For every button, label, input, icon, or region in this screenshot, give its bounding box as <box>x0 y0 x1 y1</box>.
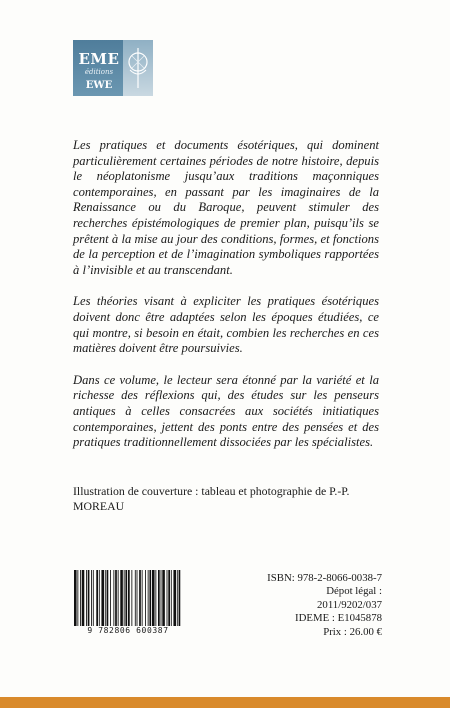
barcode-bar <box>88 570 90 626</box>
blurb-paragraph-3: Dans ce volume, le lecteur sera étonné par la variété et la richesse des réflexions qui, des études sur les penseurs antiques à celles consacrées aux sociétés initiatiques contemporaines, jettent des ponts entre des pensées et des pratiques traditionnellement dissociées par les spécialistes. <box>73 372 379 450</box>
barcode-bar <box>107 570 109 626</box>
barcode-bar <box>91 570 92 626</box>
logo-figure-icon <box>125 44 151 92</box>
barcode-bar <box>99 570 100 626</box>
barcode <box>73 570 183 626</box>
barcode-bar <box>115 570 117 626</box>
barcode-bar <box>162 570 165 626</box>
barcode-bar <box>118 570 119 626</box>
barcode-bar <box>152 570 155 626</box>
barcode-bar <box>149 570 151 626</box>
blurb-paragraph-1: Les pratiques et documents ésotériques, qui dominent particulièrement certaines périodes de notre histoire, depuis le néoplatonisme jusqu’aux traditions maçonniques contemporaines, en passant par les imaginaires de la Renaissance ou du Baroque, peuvent stimuler des recherches épistémologiques de premier plan, puisqu’ils se prêtent à la mise au jour des conditions, formes, et fonctions de la perception et de l’imagination symboliques rapportées à l’invisible et au transcendant. <box>73 138 379 277</box>
price: Prix : 26.00 € <box>323 625 382 638</box>
barcode-bar <box>77 570 78 626</box>
barcode-bar <box>128 570 130 626</box>
barcode-bar <box>74 570 77 626</box>
blurb-paragraph-2: Les théories visant à expliciter les pratiques ésotériques doivent donc être adaptées selon les époques étudiées, ce qui montre, si besoin en était, combien les recherches en ces matières doivent être poursuivies. <box>73 294 379 356</box>
logo-footer: EWE <box>85 80 113 91</box>
barcode-bar <box>96 570 98 626</box>
barcode-bar <box>142 570 143 626</box>
barcode-bar <box>145 570 146 626</box>
barcode-bar <box>179 570 181 626</box>
illustration-credit: Illustration de couverture : tableau et photographie de P.-P. MOREAU <box>73 484 350 513</box>
barcode-bar <box>125 570 127 626</box>
barcode-bar <box>171 570 172 626</box>
barcode-bar <box>113 570 114 626</box>
ideme-code: IDEME : E1045878 <box>295 612 382 625</box>
barcode-bar <box>86 570 87 626</box>
barcode-bar <box>167 570 168 626</box>
blurb <box>73 138 379 467</box>
barcode-bar <box>124 570 125 626</box>
barcode-bar <box>101 570 104 626</box>
bottom-color-band <box>0 697 450 708</box>
barcode-bar <box>82 570 85 626</box>
barcode-bar <box>161 570 162 626</box>
isbn: ISBN: 978-2-8066-0038-7 <box>267 572 382 584</box>
barcode-bar <box>110 570 111 626</box>
barcode-bar <box>168 570 170 626</box>
barcode-bar <box>177 570 178 626</box>
barcode-bar <box>139 570 141 626</box>
barcode-bar <box>105 570 106 626</box>
barcode-bar <box>148 570 149 626</box>
barcode-digits: 9 782806 600387 <box>87 626 169 635</box>
book-info <box>262 572 382 639</box>
barcode-bar <box>137 570 138 626</box>
logo-brand: EME <box>78 50 120 68</box>
barcode-bar <box>93 570 94 626</box>
barcode-bar <box>135 570 136 626</box>
barcode-bar <box>80 570 81 626</box>
barcode-bar <box>120 570 123 626</box>
barcode-bar <box>131 570 132 626</box>
barcode-bar <box>155 570 156 626</box>
barcode-bar <box>158 570 160 626</box>
legal-deposit: Dépot légal : 2011/9202/037 <box>317 585 382 611</box>
publisher-logo <box>73 40 153 96</box>
logo-subtitle: éditions <box>84 68 114 76</box>
barcode-bar <box>173 570 176 626</box>
